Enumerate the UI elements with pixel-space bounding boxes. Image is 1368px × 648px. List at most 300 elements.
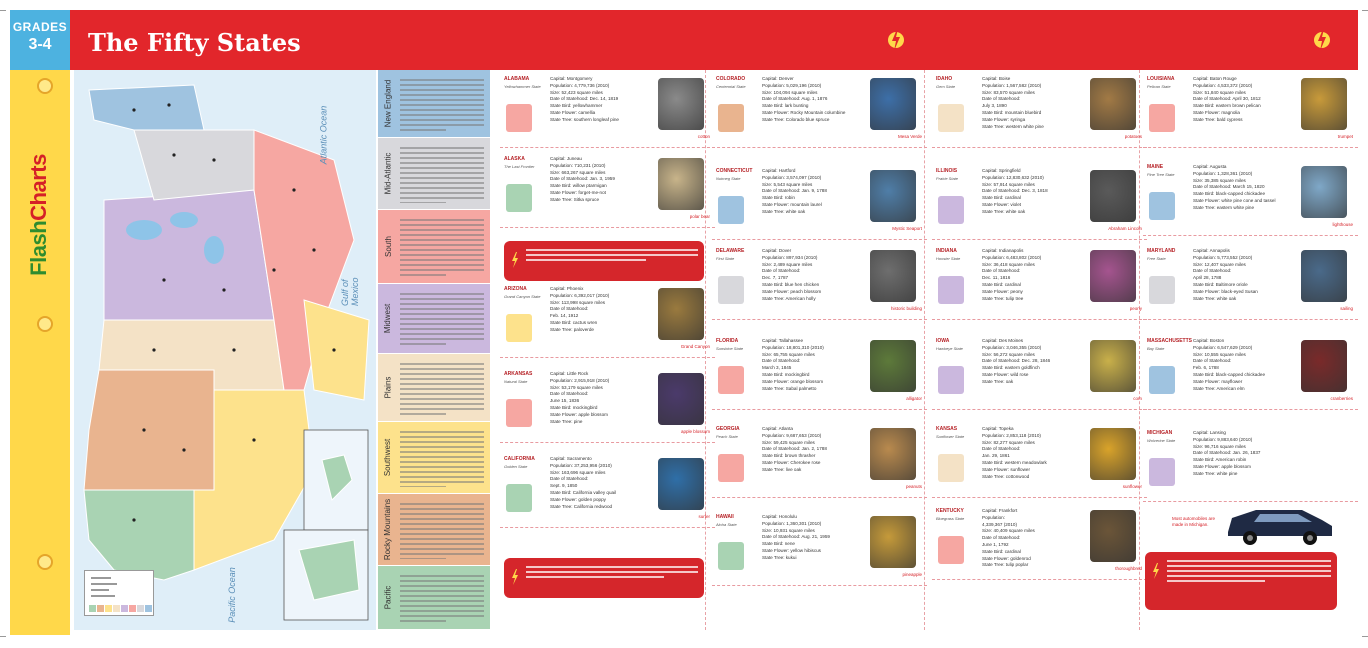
state-card-maryland xyxy=(1143,244,1358,320)
state-fact: Population: 1,567,582 (2010) xyxy=(982,82,1042,88)
state-fact: Date of Statehood: xyxy=(1193,358,1232,364)
photo-caption: apple blossom xyxy=(680,429,710,434)
state-fact: State Tree: Colorado blue spruce xyxy=(762,116,830,122)
state-fact: Size: 53,179 square miles xyxy=(550,384,603,390)
state-fact: Size: 96,716 square miles xyxy=(1193,443,1246,449)
car-image xyxy=(1222,498,1336,546)
state-fact: State Bird: cardinal xyxy=(982,281,1021,287)
photo-caption: cranberries xyxy=(1330,396,1353,401)
photo-caption: thoroughbred xyxy=(1115,566,1142,571)
state-fact: State Flower: peony xyxy=(982,288,1023,294)
state-outline-icon xyxy=(718,104,744,132)
state-fact: Capital: Juneau xyxy=(550,156,582,161)
state-card-indiana xyxy=(932,244,1147,320)
state-nickname: Hoosier State xyxy=(936,256,961,261)
state-card-kentucky xyxy=(932,504,1147,580)
state-photo xyxy=(870,78,916,130)
state-name: KENTUCKY xyxy=(936,508,964,514)
state-fact: State Flower: forget-me-not xyxy=(550,189,606,195)
state-card-iowa xyxy=(932,334,1147,410)
state-fact: State Bird: brown thrasher xyxy=(762,453,816,459)
state-nickname: Peach State xyxy=(716,434,738,439)
state-nickname: Pine Tree State xyxy=(1147,172,1175,177)
state-outline-icon xyxy=(938,536,964,564)
state-photo xyxy=(658,158,704,210)
state-fact: Date of Statehood: xyxy=(550,391,589,397)
state-outline-icon xyxy=(938,276,964,304)
state-fact: Population: 12,830,632 (2010) xyxy=(982,174,1044,180)
state-nickname: Grand Canyon State xyxy=(504,294,541,299)
photo-caption: Mesa Verde xyxy=(897,134,922,139)
state-facts xyxy=(982,248,1090,302)
state-fact: Capital: Topeka xyxy=(982,426,1014,431)
state-fact: Size: 113,998 square miles xyxy=(550,299,606,305)
crop-mark xyxy=(1362,636,1368,637)
state-fact: State Tree: tulip poplar xyxy=(982,562,1029,568)
state-fact: State Flower: mountain laurel xyxy=(762,201,822,207)
state-fact: Dec. 7, 1787 xyxy=(762,275,789,281)
state-name: FLORIDA xyxy=(716,338,739,344)
state-card-illinois xyxy=(932,164,1147,240)
state-fact: State Bird: nene xyxy=(762,541,795,547)
state-card-alabama xyxy=(500,72,715,148)
state-photo xyxy=(870,428,916,480)
state-fact: Date of Statehood: xyxy=(1193,268,1232,274)
state-outline-icon xyxy=(718,196,744,224)
region-name: South xyxy=(383,236,393,257)
pacific-ocean-label: Pacific Ocean xyxy=(226,567,237,623)
state-fact: Feb. 6, 1788 xyxy=(1193,365,1219,371)
state-photo xyxy=(1301,340,1347,392)
state-nickname: Prairie State xyxy=(936,176,959,181)
region-south xyxy=(378,210,490,284)
state-fact: Population: 1,360,301 (2010) xyxy=(762,520,822,526)
state-fact: Size: 36,418 square miles xyxy=(982,261,1035,267)
state-outline-icon xyxy=(718,454,744,482)
state-fact: July 3, 1890 xyxy=(982,103,1007,109)
car-caption: Most automobiles are made in Michigan. xyxy=(1172,516,1216,527)
state-fact: Size: 83,570 square miles xyxy=(982,89,1035,95)
state-fact: Capital: Des Moines xyxy=(982,338,1024,343)
state-fact: State Flower: Cherokee rose xyxy=(762,459,821,465)
state-card-arkansas xyxy=(500,367,715,443)
state-photo xyxy=(870,170,916,222)
grade-badge-label: GRADES xyxy=(12,20,68,34)
photo-caption: Abraham Lincoln xyxy=(1108,226,1142,231)
state-fact: Date of Statehood: Dec. 3, 1818 xyxy=(982,188,1048,194)
state-name: CALIFORNIA xyxy=(504,456,535,462)
state-facts xyxy=(762,248,870,302)
region-mid-atlantic xyxy=(378,138,490,210)
state-card-california xyxy=(500,452,715,528)
state-fact: Date of Statehood: Dec. 28, 1846 xyxy=(982,358,1051,364)
lightning-bolt-icon xyxy=(510,251,520,269)
state-photo xyxy=(870,250,916,302)
state-fact: State Flower: sunflower xyxy=(982,466,1030,472)
state-fact: State Flower: violet xyxy=(982,201,1022,207)
state-fact: State Bird: eastern goldfinch xyxy=(982,365,1040,371)
state-fact: State Bird: black-capped chickadee xyxy=(1193,371,1266,377)
photo-caption: potatoes xyxy=(1124,134,1142,139)
state-fact: Capital: Frankfort xyxy=(982,508,1018,513)
state-fact: Size: 35,385 square miles xyxy=(1193,177,1246,183)
state-fact: Population: 6,392,017 (2010) xyxy=(550,292,610,298)
state-card-colorado xyxy=(712,72,927,148)
state-photo xyxy=(1090,250,1136,302)
state-name: CONNECTICUT xyxy=(716,168,753,174)
state-fact: State Tree: California redwood xyxy=(550,503,613,509)
state-photo xyxy=(870,340,916,392)
region-description xyxy=(400,216,484,277)
state-fact: State Flower: camellia xyxy=(550,109,596,115)
state-fact: State Tree: oak xyxy=(982,378,1014,384)
state-card-georgia xyxy=(712,422,927,498)
state-fact: Capital: Augusta xyxy=(1193,164,1227,169)
us-map xyxy=(74,70,376,630)
state-fact: State Bird: mountain bluebird xyxy=(982,109,1042,115)
grade-badge xyxy=(10,10,70,70)
state-name: INDIANA xyxy=(936,248,957,254)
photo-caption: corn xyxy=(1133,396,1142,401)
punch-hole xyxy=(37,316,53,332)
state-fact: State Tree: white pine xyxy=(1193,470,1238,476)
state-column-4 xyxy=(1143,72,1358,632)
state-fact: State Tree: pine xyxy=(550,418,583,424)
crop-mark xyxy=(1362,10,1368,11)
state-fact: Size: 57,914 square miles xyxy=(982,181,1035,187)
state-fact: Capital: Tallahassee xyxy=(762,338,804,343)
photo-caption: alligator xyxy=(906,396,922,401)
state-fact: State Flower: white pine cone and tassel xyxy=(1193,197,1276,203)
state-name: IDAHO xyxy=(936,76,953,82)
state-nickname: Hawkeye State xyxy=(936,346,963,351)
region-name: New England xyxy=(383,79,393,128)
header-bar xyxy=(70,10,1358,70)
state-nickname: Centennial State xyxy=(716,84,746,89)
state-fact: Size: 40,409 square miles xyxy=(982,528,1035,534)
state-name: MARYLAND xyxy=(1147,248,1176,254)
state-fact: Size: 5,543 square miles xyxy=(762,181,813,187)
state-fact: Population: 5,773,552 (2010) xyxy=(1193,254,1253,260)
state-outline-icon xyxy=(1149,366,1175,394)
state-nickname: Nutmeg State xyxy=(716,176,741,181)
page-title: The Fifty States xyxy=(88,28,301,57)
state-facts xyxy=(762,168,870,216)
state-fact: Capital: Phoenix xyxy=(550,286,584,291)
lightning-bolt-icon xyxy=(510,568,520,586)
state-card-maine xyxy=(1143,160,1358,236)
state-fact: Size: 56,272 square miles xyxy=(982,351,1035,357)
state-fact: Capital: Dover xyxy=(762,248,792,253)
state-name: MICHIGAN xyxy=(1147,430,1173,436)
state-outline-icon xyxy=(1149,192,1175,220)
region-southwest xyxy=(378,422,490,494)
lightning-bolt-icon xyxy=(1151,562,1161,580)
state-fact: Date of Statehood: xyxy=(550,476,589,482)
state-fact: Date of Statehood: Jan. 3, 1959 xyxy=(550,176,615,182)
photo-caption: surfer xyxy=(698,514,710,519)
state-card-connecticut xyxy=(712,164,927,240)
region-name: Rocky Mountains xyxy=(383,498,393,561)
state-facts xyxy=(762,76,870,124)
state-outline-icon xyxy=(506,484,532,512)
state-fact: Population: 897,934 (2010) xyxy=(762,254,818,260)
state-fact: Size: 12,407 square miles xyxy=(1193,261,1246,267)
state-fact: State Flower: peach blossom xyxy=(762,288,822,294)
state-fact: State Tree: kukui xyxy=(762,554,797,560)
state-fact: Size: 65,755 square miles xyxy=(762,351,815,357)
state-facts xyxy=(762,514,870,562)
state-fact: State Bird: black-capped chickadee xyxy=(1193,191,1266,197)
state-fact: State Bird: willow ptarmigan xyxy=(550,183,607,189)
state-fact: Capital: Honolulu xyxy=(762,514,797,519)
state-facts xyxy=(982,426,1090,480)
state-nickname: Yellowhammer State xyxy=(504,84,541,89)
state-fact: Capital: Lansing xyxy=(1193,430,1226,435)
region-description xyxy=(400,360,484,415)
state-facts xyxy=(982,508,1090,569)
state-outline-icon xyxy=(938,366,964,394)
state-fact: Date of Statehood: Jan. 26, 1837 xyxy=(1193,450,1261,456)
state-facts xyxy=(1193,76,1301,124)
state-fact: Sept. 9, 1850 xyxy=(550,483,578,489)
photo-caption: trumpet xyxy=(1337,134,1353,139)
state-fact: Population: xyxy=(982,514,1005,520)
region-rocky-mountains xyxy=(378,494,490,566)
map-legend-swatches xyxy=(85,571,155,617)
state-name: IOWA xyxy=(936,338,950,344)
region-description xyxy=(400,290,484,347)
state-fact: State Flower: syringa xyxy=(982,116,1026,122)
state-outline-icon xyxy=(718,366,744,394)
state-card-idaho xyxy=(932,72,1147,148)
state-facts xyxy=(762,426,870,474)
state-fact: April 28, 1788 xyxy=(1193,275,1222,281)
state-fact: 4,339,367 (2010) xyxy=(982,521,1017,527)
state-photo xyxy=(1090,78,1136,130)
state-fact: Capital: Annapolis xyxy=(1193,248,1230,253)
state-fact: State Flower: mayflower xyxy=(1193,378,1243,384)
state-name: LOUISIANA xyxy=(1147,76,1175,82)
state-facts xyxy=(1193,430,1301,478)
state-name: ARIZONA xyxy=(504,286,527,292)
photo-caption: historic building xyxy=(890,306,922,311)
state-name: MAINE xyxy=(1147,164,1164,170)
region-description xyxy=(400,144,484,203)
state-fact: Date of Statehood: Aug. 21, 1959 xyxy=(762,534,830,540)
state-facts xyxy=(550,456,658,510)
state-fact: State Tree: Sabal palmetto xyxy=(762,385,817,391)
gulf-of-mexico-label: Gulf of Mexico xyxy=(340,277,360,306)
state-fact: Capital: Sacramento xyxy=(550,456,592,461)
state-fact: June 15, 1836 xyxy=(550,398,580,404)
state-fact: Size: 52,423 square miles xyxy=(550,89,603,95)
state-fact: Population: 18,801,310 (2010) xyxy=(762,344,824,350)
region-name: Southwest xyxy=(383,438,393,477)
state-name: HAWAII xyxy=(716,514,734,520)
state-fact: State Tree: tulip tree xyxy=(982,295,1024,301)
photo-caption: peanuts xyxy=(905,484,922,489)
state-photo xyxy=(658,373,704,425)
region-description xyxy=(400,76,484,131)
regions-column xyxy=(378,70,490,630)
state-fact: State Tree: Sitka spruce xyxy=(550,196,600,202)
state-photo xyxy=(1301,166,1347,218)
fun-fact-box xyxy=(1145,552,1337,610)
state-name: ARKANSAS xyxy=(504,371,533,377)
state-nickname: Free State xyxy=(1147,256,1166,261)
photo-caption: sailing xyxy=(1340,306,1353,311)
state-column-2 xyxy=(712,72,927,632)
state-fact: Capital: Baton Rouge xyxy=(1193,76,1237,81)
state-facts xyxy=(762,338,870,392)
state-nickname: Golden State xyxy=(504,464,528,469)
state-outline-icon xyxy=(938,454,964,482)
state-photo xyxy=(870,516,916,568)
state-card-hawaii xyxy=(712,510,927,586)
state-fact: Size: 51,840 square miles xyxy=(1193,89,1246,95)
region-description xyxy=(400,428,484,487)
state-fact: State Tree: white oak xyxy=(982,208,1026,214)
state-fact: State Tree: white oak xyxy=(1193,295,1237,301)
state-card-louisiana xyxy=(1143,72,1358,148)
state-fact: Date of Statehood: xyxy=(982,96,1021,102)
photo-caption: sunflower xyxy=(1122,484,1142,489)
state-fact: Capital: Denver xyxy=(762,76,794,81)
state-outline-icon xyxy=(938,104,964,132)
state-fact: Population: 4,779,736 (2010) xyxy=(550,82,610,88)
crop-mark xyxy=(0,10,6,11)
state-fact: State Flower: goldenrod xyxy=(982,555,1031,561)
state-fact: State Bird: lark bunting xyxy=(762,103,809,109)
state-card-michigan xyxy=(1143,426,1358,502)
region-name: Pacific xyxy=(383,585,393,610)
state-photo xyxy=(1301,250,1347,302)
fun-fact-box xyxy=(504,241,704,281)
state-nickname: Sunshine State xyxy=(716,346,744,351)
lightning-bolt-icon xyxy=(1314,26,1330,54)
state-fact: Population: 3,046,355 (2010) xyxy=(982,344,1042,350)
state-fact: Capital: Atlanta xyxy=(762,426,793,431)
state-fact: Population: 5,029,196 (2010) xyxy=(762,82,822,88)
state-name: GEORGIA xyxy=(716,426,740,432)
state-fact: Size: 59,425 square miles xyxy=(762,439,815,445)
state-name: KANSAS xyxy=(936,426,958,432)
state-fact: Size: 82,277 square miles xyxy=(982,439,1035,445)
state-nickname: Bay State xyxy=(1147,346,1165,351)
state-column-3 xyxy=(932,72,1147,632)
state-fact: State Flower: Rocky Mountain columbine xyxy=(762,109,846,115)
state-outline-icon xyxy=(718,542,744,570)
state-fact: State Tree: cottonwood xyxy=(982,473,1030,479)
state-fact: Date of Statehood: Aug. 1, 1876 xyxy=(762,96,828,102)
state-nickname: Pelican State xyxy=(1147,84,1171,89)
state-facts xyxy=(550,156,658,204)
region-midwest xyxy=(378,284,490,354)
state-fact: Size: 163,696 square miles xyxy=(550,469,606,475)
state-fact: Date of Statehood: xyxy=(762,358,801,364)
state-fact: Date of Statehood: April 30, 1812 xyxy=(1193,96,1261,102)
region-description xyxy=(400,500,484,559)
state-fact: State Bird: mockingbird xyxy=(762,371,810,377)
state-nickname: Bluegrass State xyxy=(936,516,965,521)
crop-mark xyxy=(0,636,6,637)
state-fact: State Tree: white oak xyxy=(762,208,806,214)
state-outline-icon xyxy=(1149,276,1175,304)
state-fact: State Tree: southern longleaf pine xyxy=(550,116,619,122)
state-facts xyxy=(1193,164,1301,212)
state-fact: Population: 2,853,118 (2010) xyxy=(982,432,1041,438)
state-card-delaware xyxy=(712,244,927,320)
state-fact: State Tree: eastern white pine xyxy=(1193,204,1255,210)
state-outline-icon xyxy=(938,196,964,224)
state-card-kansas xyxy=(932,422,1147,498)
state-fact: Population: 2,915,918 (2010) xyxy=(550,377,610,383)
state-outline-icon xyxy=(506,184,532,212)
state-outline-icon xyxy=(1149,104,1175,132)
state-fact: State Bird: eastern brown pelican xyxy=(1193,103,1261,109)
state-fact: Population: 4,533,372 (2010) xyxy=(1193,82,1253,88)
state-fact: Date of Statehood: xyxy=(550,306,589,312)
state-fact: Population: 37,253,956 (2010) xyxy=(550,462,612,468)
state-photo xyxy=(658,78,704,130)
state-fact: Capital: Montgomery xyxy=(550,76,593,81)
state-fact: Date of Statehood: Jan. 9, 1788 xyxy=(762,188,827,194)
us-map-drawing xyxy=(74,70,376,630)
state-nickname: Wolverine State xyxy=(1147,438,1176,443)
state-photo xyxy=(1090,428,1136,480)
state-fact: Capital: Boston xyxy=(1193,338,1225,343)
state-fact: State Flower: wild rose xyxy=(982,371,1029,377)
state-photo xyxy=(1301,78,1347,130)
state-card-arizona xyxy=(500,282,715,358)
map-legend xyxy=(84,570,154,616)
state-fact: Jan. 29, 1861 xyxy=(982,453,1010,459)
state-fact: Capital: Springfield xyxy=(982,168,1021,173)
state-fact: State Bird: robin xyxy=(762,195,795,201)
state-fact: State Flower: orange blossom xyxy=(762,378,824,384)
state-name: ILLINOIS xyxy=(936,168,958,174)
state-outline-icon xyxy=(506,399,532,427)
photo-caption: Grand Canyon xyxy=(680,344,710,349)
state-nickname: Aloha State xyxy=(716,522,737,527)
state-fact: Population: 3,574,097 (2010) xyxy=(762,174,822,180)
state-outline-icon xyxy=(1149,458,1175,486)
state-fact: State Bird: mockingbird xyxy=(550,404,598,410)
photo-caption: cotton xyxy=(697,134,710,139)
state-fact: State Tree: paloverde xyxy=(550,326,594,332)
state-facts xyxy=(982,168,1090,216)
state-fact: Size: 663,267 square miles xyxy=(550,169,606,175)
state-nickname: Gem State xyxy=(936,84,956,89)
state-facts xyxy=(982,76,1090,130)
state-facts xyxy=(1193,338,1301,392)
punch-hole xyxy=(37,78,53,94)
state-fact: Size: 10,931 square miles xyxy=(762,527,815,533)
region-name: Mid-Atlantic xyxy=(383,152,393,195)
photo-caption: polar bear xyxy=(689,214,710,219)
state-fact: State Bird: cactus wren xyxy=(550,319,598,325)
state-name: MASSACHUSETTS xyxy=(1147,338,1193,344)
state-card-alaska xyxy=(500,152,715,228)
state-fact: State Flower: black-eyed Susan xyxy=(1193,288,1258,294)
state-fact: Size: 10,555 square miles xyxy=(1193,351,1246,357)
state-fact: State Tree: bald cypress xyxy=(1193,116,1243,122)
state-fact: State Flower: golden poppy xyxy=(550,496,606,502)
region-name: Midwest xyxy=(383,303,393,334)
state-outline-icon xyxy=(506,314,532,342)
state-fact: Capital: Boise xyxy=(982,76,1011,81)
